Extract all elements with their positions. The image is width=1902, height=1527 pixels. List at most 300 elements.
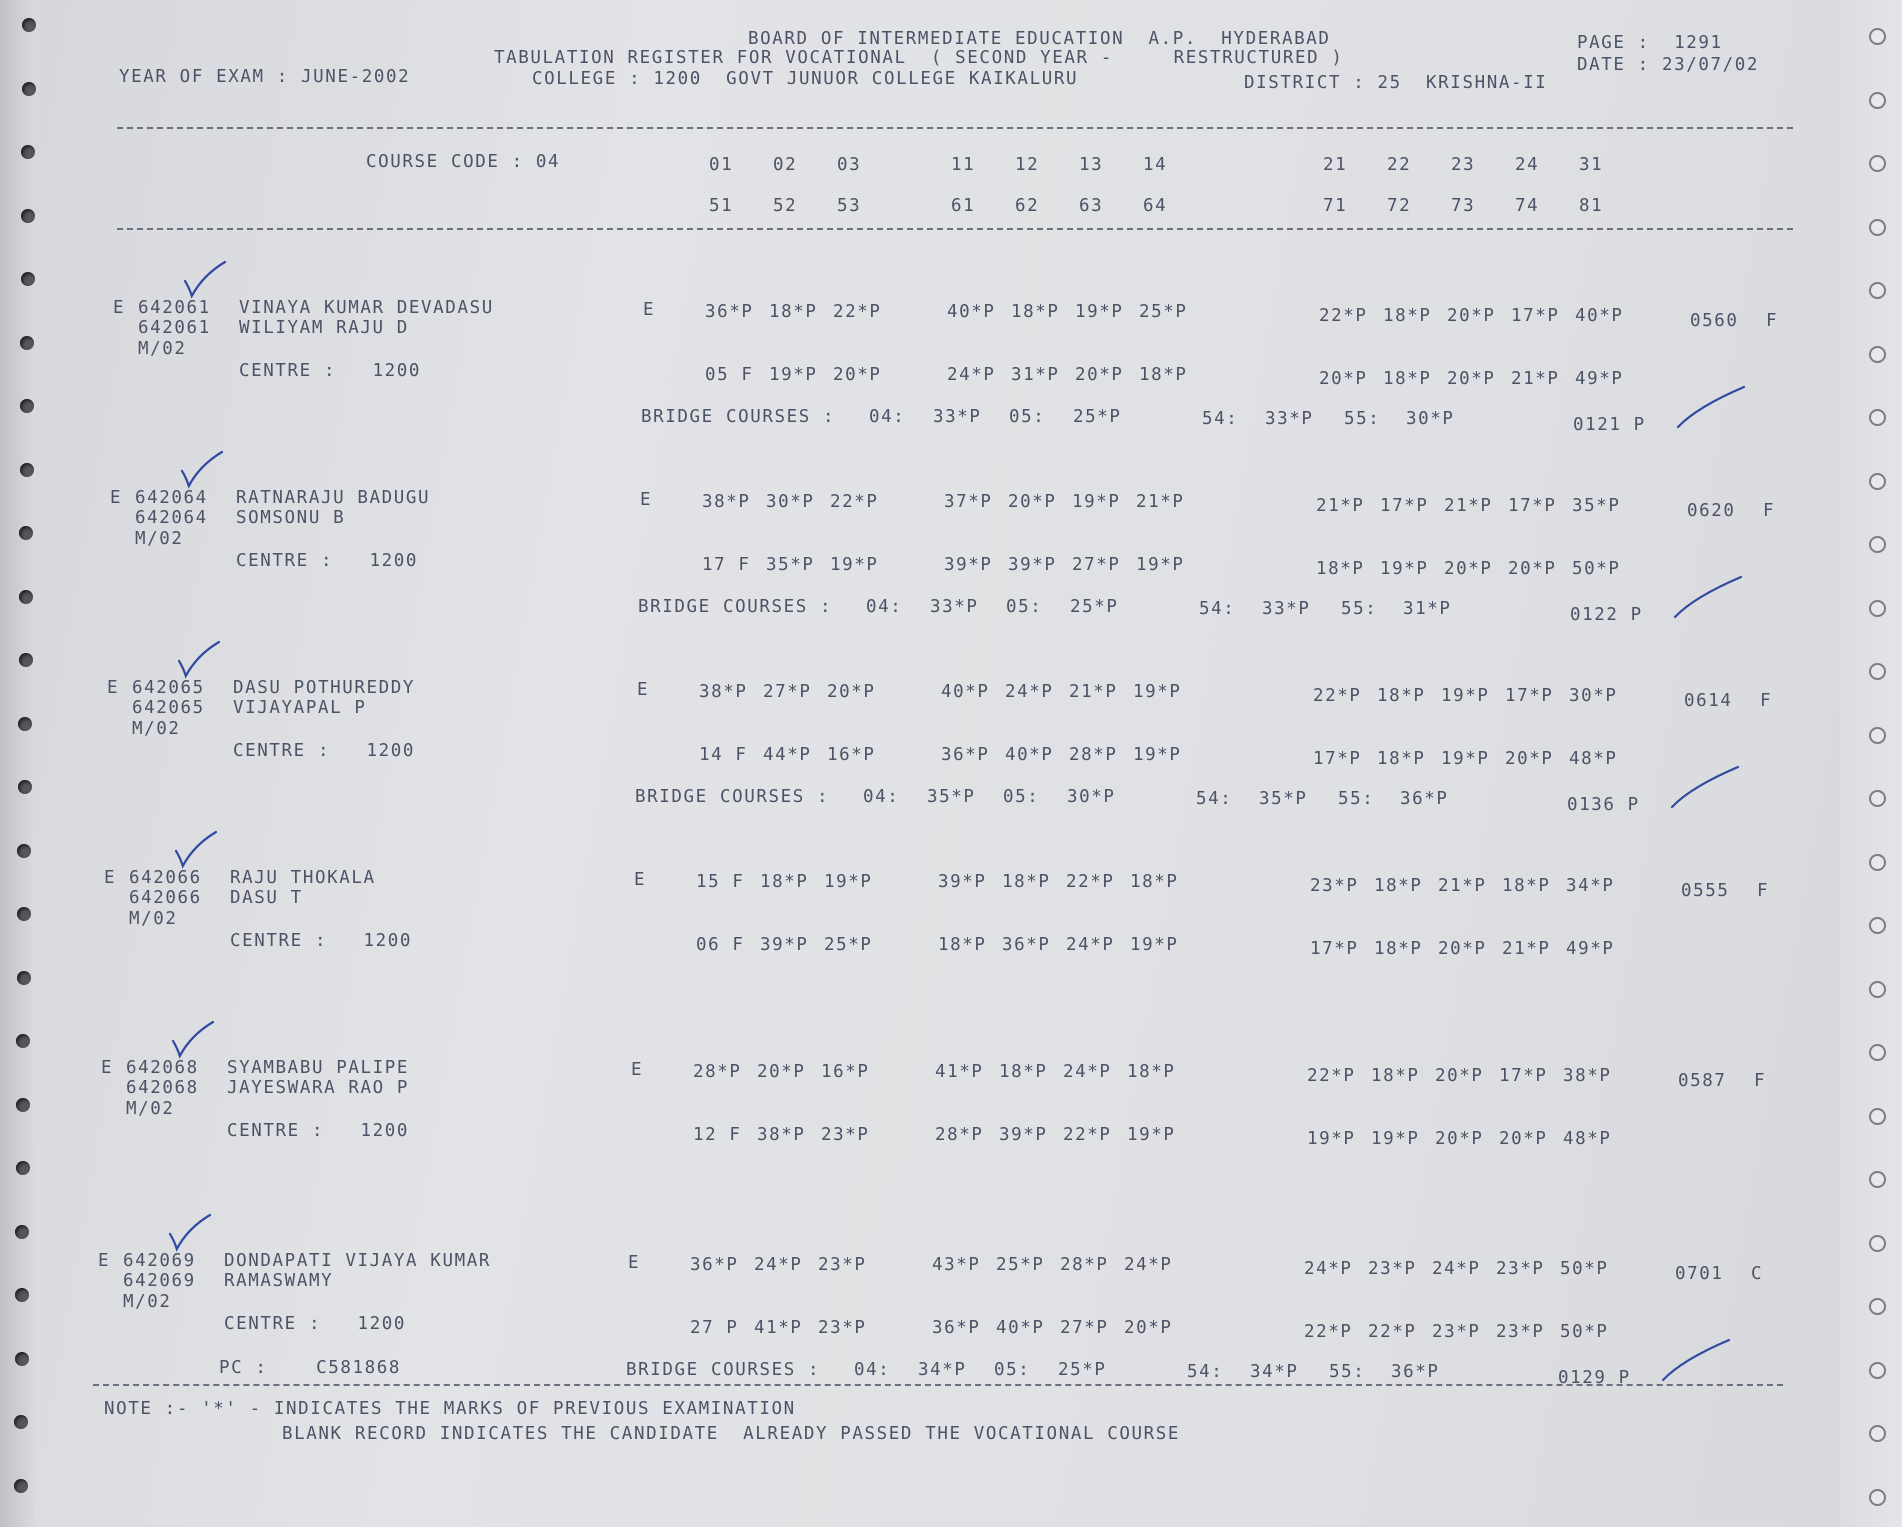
column-code: 63 [1079, 196, 1104, 216]
mark-cell: 14 F [699, 745, 748, 765]
footer-rule [93, 1384, 1783, 1386]
bridge-course-code: 05: [1006, 597, 1043, 617]
mark-cell: 40*P [996, 1318, 1045, 1338]
mark-cell: 38*P [702, 492, 751, 512]
mark-cell: 25*P [996, 1255, 1045, 1275]
mark-cell: 18*P [1502, 876, 1551, 896]
mark-cell: 23*P [818, 1255, 867, 1275]
mark-cell: 37*P [944, 492, 993, 512]
mark-cell: 41*P [935, 1062, 984, 1082]
parent-name: WILIYAM RAJU D [239, 318, 409, 338]
bridge-course-code: 55: [1338, 789, 1375, 809]
sprocket-hole [17, 844, 31, 858]
medium-code: E [631, 1060, 644, 1080]
mark-cell: 19*P [1371, 1129, 1420, 1149]
sprocket-hole [1869, 1235, 1886, 1252]
sprocket-hole [22, 82, 36, 96]
sprocket-hole [1869, 663, 1886, 680]
mark-cell: 19*P [830, 555, 879, 575]
column-code: 52 [773, 196, 798, 216]
sprocket-hole [17, 971, 31, 985]
sprocket-hole [1869, 1489, 1886, 1506]
column-code: 03 [837, 155, 862, 175]
sprocket-hole [1869, 28, 1886, 45]
result-code: F [1766, 311, 1779, 331]
mark-cell: 20*P [1435, 1129, 1484, 1149]
mark-cell: 22*P [1319, 306, 1368, 326]
mark-cell: 36*P [1002, 935, 1051, 955]
mark-cell: 19*P [1072, 492, 1121, 512]
bridge-total: 0129 P [1558, 1368, 1631, 1388]
mark-cell: 20*P [1008, 492, 1057, 512]
verification-check-mark [180, 450, 224, 488]
column-code: 13 [1079, 155, 1104, 175]
column-code: 02 [773, 155, 798, 175]
sprocket-hole [1869, 282, 1886, 299]
sprocket-hole [21, 272, 35, 286]
mark-cell: 18*P [1383, 369, 1432, 389]
column-code: 22 [1387, 155, 1412, 175]
exam-centre: CENTRE : 1200 [224, 1314, 407, 1334]
mark-cell: 23*P [1496, 1322, 1545, 1342]
mark-cell: 27*P [1072, 555, 1121, 575]
registration-number: 642061 [138, 318, 211, 338]
pc-number: PC : C581868 [219, 1358, 402, 1378]
sprocket-hole [20, 463, 34, 477]
mark-cell: 23*P [1368, 1259, 1417, 1279]
sprocket-hole [15, 1288, 29, 1302]
mark-cell: 19*P [1127, 1125, 1176, 1145]
mark-cell: 18*P [1127, 1062, 1176, 1082]
bridge-course-code: 54: [1202, 409, 1239, 429]
mark-cell: 27*P [763, 682, 812, 702]
mark-cell: 16*P [827, 745, 876, 765]
sprocket-hole [1869, 790, 1886, 807]
sprocket-hole [18, 717, 32, 731]
mark-cell: 19*P [1307, 1129, 1356, 1149]
result-code: F [1757, 881, 1770, 901]
grand-total: 0620 [1687, 501, 1736, 521]
registration-number: 642065 [132, 698, 205, 718]
mark-cell: 19*P [1441, 686, 1490, 706]
mark-cell: 12 F [693, 1125, 742, 1145]
registration-number: 642068 [126, 1078, 199, 1098]
sprocket-hole [17, 907, 31, 921]
mark-cell: 21*P [1136, 492, 1185, 512]
sprocket-hole [1869, 346, 1886, 363]
result-code: F [1754, 1071, 1767, 1091]
mark-cell: 36*P [705, 302, 754, 322]
exam-centre: CENTRE : 1200 [233, 741, 416, 761]
bridge-course-code: 04: [854, 1360, 891, 1380]
sprocket-hole [1869, 600, 1886, 617]
column-code: 61 [951, 196, 976, 216]
parent-name: JAYESWARA RAO P [227, 1078, 410, 1098]
verification-check-mark [177, 640, 221, 678]
mark-cell: 50*P [1572, 559, 1621, 579]
column-code: 21 [1323, 155, 1348, 175]
sprocket-hole [1869, 1044, 1886, 1061]
mark-cell: 23*P [1310, 876, 1359, 896]
mark-cell: 50*P [1560, 1322, 1609, 1342]
mark-cell: 20*P [1508, 559, 1557, 579]
mark-cell: 20*P [1505, 749, 1554, 769]
note-line-2: BLANK RECORD INDICATES THE CANDIDATE ALREADY PASSED THE VOCATIONAL COURSE [282, 1424, 1181, 1444]
mark-cell: 17*P [1313, 749, 1362, 769]
bridge-total: 0136 P [1567, 795, 1640, 815]
parent-name: DASU T [230, 888, 303, 908]
grand-total: 0555 [1681, 881, 1730, 901]
sprocket-hole [1869, 1108, 1886, 1125]
mark-cell: 18*P [1002, 872, 1051, 892]
mark-cell: 41*P [754, 1318, 803, 1338]
mark-cell: 23*P [1432, 1322, 1481, 1342]
hall-ticket-number: 642064 [135, 488, 208, 508]
bridge-mark: 34*P [918, 1360, 967, 1380]
mark-cell: 40*P [941, 682, 990, 702]
mark-cell: 22*P [1307, 1066, 1356, 1086]
bridge-mark: 33*P [1265, 409, 1314, 429]
sprocket-hole [16, 1161, 30, 1175]
mark-cell: 39*P [944, 555, 993, 575]
mark-cell: 05 F [705, 365, 754, 385]
parent-name: VIJAYAPAL P [233, 698, 367, 718]
header-rule [117, 127, 1793, 129]
mark-cell: 20*P [1444, 559, 1493, 579]
bridge-mark: 33*P [1262, 599, 1311, 619]
mark-cell: 28*P [1060, 1255, 1109, 1275]
sprocket-hole [1869, 473, 1886, 490]
mark-cell: 17*P [1499, 1066, 1548, 1086]
candidate-name: RATNARAJU BADUGU [236, 488, 431, 508]
bridge-mark: 25*P [1058, 1360, 1107, 1380]
mark-cell: 39*P [760, 935, 809, 955]
sprocket-hole [22, 18, 36, 32]
mark-cell: 20*P [1075, 365, 1124, 385]
year-of-exam: YEAR OF EXAM : JUNE-2002 [119, 67, 411, 87]
hall-ticket-number: 642069 [123, 1251, 196, 1271]
column-code: 31 [1579, 155, 1604, 175]
column-code: 73 [1451, 196, 1476, 216]
medium-code: E [628, 1253, 641, 1273]
grand-total: 0701 [1675, 1264, 1724, 1284]
sprocket-hole [1869, 155, 1886, 172]
medium-code: E [643, 300, 656, 320]
mark-cell: 35*P [766, 555, 815, 575]
candidate-name: VINAYA KUMAR DEVADASU [239, 298, 494, 318]
verification-check-mark [171, 1020, 215, 1058]
mark-cell: 20*P [757, 1062, 806, 1082]
mark-cell: 15 F [696, 872, 745, 892]
result-code: C [1751, 1264, 1764, 1284]
mark-cell: 06 F [696, 935, 745, 955]
mark-cell: 20*P [1438, 939, 1487, 959]
mark-cell: 18*P [1011, 302, 1060, 322]
mark-cell: 34*P [1566, 876, 1615, 896]
sprocket-hole [1869, 1362, 1886, 1379]
exam-session: M/02 [126, 1099, 175, 1119]
sprocket-hole [19, 653, 33, 667]
bridge-mark: 25*P [1070, 597, 1119, 617]
course-code: COURSE CODE : 04 [366, 152, 561, 172]
mark-cell: 20*P [833, 365, 882, 385]
mark-cell: 24*P [1066, 935, 1115, 955]
register-title: TABULATION REGISTER FOR VOCATIONAL ( SECOND YEAR - RESTRUCTURED ) [494, 48, 1344, 68]
mark-cell: 17*P [1310, 939, 1359, 959]
exam-session: M/02 [123, 1292, 172, 1312]
registration-number: 642066 [129, 888, 202, 908]
sprocket-hole [1869, 981, 1886, 998]
sprocket-hole [1869, 536, 1886, 553]
mark-cell: 22*P [1313, 686, 1362, 706]
page-number: PAGE : 1291 [1577, 33, 1723, 53]
mark-cell: 20*P [1447, 306, 1496, 326]
mark-cell: 21*P [1511, 369, 1560, 389]
mark-cell: 49*P [1575, 369, 1624, 389]
mark-cell: 36*P [941, 745, 990, 765]
verification-check-mark [168, 1213, 212, 1251]
mark-cell: 19*P [1380, 559, 1429, 579]
column-code: 81 [1579, 196, 1604, 216]
mark-cell: 24*P [1063, 1062, 1112, 1082]
mark-cell: 20*P [1499, 1129, 1548, 1149]
record-prefix: E [98, 1251, 111, 1271]
bridge-course-code: 55: [1329, 1362, 1366, 1382]
sprocket-hole [1869, 92, 1886, 109]
sprocket-hole [16, 1098, 30, 1112]
mark-cell: 22*P [830, 492, 879, 512]
verification-check-mark [174, 830, 218, 868]
mark-cell: 17*P [1380, 496, 1429, 516]
mark-cell: 35*P [1572, 496, 1621, 516]
mark-cell: 49*P [1566, 939, 1615, 959]
sprocket-hole [1869, 727, 1886, 744]
medium-code: E [637, 680, 650, 700]
exam-session: M/02 [138, 339, 187, 359]
mark-cell: 31*P [1011, 365, 1060, 385]
parent-name: SOMSONU B [236, 508, 346, 528]
column-code: 51 [709, 196, 734, 216]
registration-number: 642064 [135, 508, 208, 528]
bridge-mark: 35*P [1259, 789, 1308, 809]
sprocket-hole [1869, 1298, 1886, 1315]
exam-centre: CENTRE : 1200 [239, 361, 422, 381]
mark-cell: 16*P [821, 1062, 870, 1082]
result-code: F [1760, 691, 1773, 711]
mark-cell: 24*P [1304, 1259, 1353, 1279]
candidate-name: DASU POTHUREDDY [233, 678, 416, 698]
mark-cell: 28*P [935, 1125, 984, 1145]
mark-cell: 25*P [1139, 302, 1188, 322]
mark-cell: 19*P [1441, 749, 1490, 769]
mark-cell: 18*P [1383, 306, 1432, 326]
board-title: BOARD OF INTERMEDIATE EDUCATION A.P. HYDERABAD [748, 29, 1331, 49]
mark-cell: 18*P [938, 935, 987, 955]
mark-cell: 17*P [1511, 306, 1560, 326]
mark-cell: 44*P [763, 745, 812, 765]
hall-ticket-number: 642061 [138, 298, 211, 318]
sprocket-hole [1869, 219, 1886, 236]
exam-session: M/02 [132, 719, 181, 739]
medium-code: E [634, 870, 647, 890]
mark-cell: 19*P [1133, 682, 1182, 702]
mark-cell: 40*P [947, 302, 996, 322]
bridge-mark: 30*P [1406, 409, 1455, 429]
hall-ticket-number: 642068 [126, 1058, 199, 1078]
mark-cell: 23*P [818, 1318, 867, 1338]
column-code: 24 [1515, 155, 1540, 175]
registration-number: 642069 [123, 1271, 196, 1291]
mark-cell: 17*P [1505, 686, 1554, 706]
bridge-course-code: 55: [1344, 409, 1381, 429]
sprocket-hole [20, 399, 34, 413]
mark-cell: 21*P [1069, 682, 1118, 702]
mark-cell: 19*P [1136, 555, 1185, 575]
record-prefix: E [104, 868, 117, 888]
mark-cell: 39*P [938, 872, 987, 892]
column-code: 53 [837, 196, 862, 216]
mark-cell: 18*P [1316, 559, 1365, 579]
mark-cell: 21*P [1438, 876, 1487, 896]
column-code: 64 [1143, 196, 1168, 216]
mark-cell: 27 P [690, 1318, 739, 1338]
column-code: 14 [1143, 155, 1168, 175]
mark-cell: 24*P [1124, 1255, 1173, 1275]
mark-cell: 39*P [999, 1125, 1048, 1145]
exam-centre: CENTRE : 1200 [230, 931, 413, 951]
bridge-course-code: 55: [1341, 599, 1378, 619]
mark-cell: 20*P [1435, 1066, 1484, 1086]
grand-total: 0587 [1678, 1071, 1727, 1091]
mark-cell: 17*P [1508, 496, 1557, 516]
mark-cell: 18*P [999, 1062, 1048, 1082]
mark-cell: 36*P [690, 1255, 739, 1275]
bridge-course-code: 04: [866, 597, 903, 617]
bridge-courses-label: BRIDGE COURSES : [638, 597, 833, 617]
mark-cell: 18*P [1374, 939, 1423, 959]
mark-cell: 18*P [1130, 872, 1179, 892]
bridge-mark: 35*P [927, 787, 976, 807]
mark-cell: 19*P [1075, 302, 1124, 322]
mark-cell: 21*P [1316, 496, 1365, 516]
mark-cell: 28*P [693, 1062, 742, 1082]
mark-cell: 40*P [1005, 745, 1054, 765]
bridge-course-code: 54: [1199, 599, 1236, 619]
bridge-mark: 36*P [1391, 1362, 1440, 1382]
sprocket-hole [1869, 1171, 1886, 1188]
mark-cell: 38*P [1563, 1066, 1612, 1086]
column-code: 23 [1451, 155, 1476, 175]
column-code: 62 [1015, 196, 1040, 216]
exam-centre: CENTRE : 1200 [236, 551, 419, 571]
mark-cell: 22*P [1304, 1322, 1353, 1342]
mark-cell: 20*P [1319, 369, 1368, 389]
sprocket-hole [1869, 854, 1886, 871]
mark-cell: 48*P [1569, 749, 1618, 769]
bridge-mark: 31*P [1403, 599, 1452, 619]
candidate-name: RAJU THOKALA [230, 868, 376, 888]
mark-cell: 18*P [1377, 686, 1426, 706]
bridge-mark: 33*P [930, 597, 979, 617]
mark-cell: 30*P [766, 492, 815, 512]
print-date: DATE : 23/07/02 [1577, 55, 1760, 75]
column-rule [117, 228, 1793, 230]
mark-cell: 19*P [1130, 935, 1179, 955]
mark-cell: 18*P [760, 872, 809, 892]
bridge-mark: 33*P [933, 407, 982, 427]
medium-code: E [640, 490, 653, 510]
sprocket-hole [15, 1352, 29, 1366]
sprocket-hole [1869, 917, 1886, 934]
district-line: DISTRICT : 25 KRISHNA-II [1244, 73, 1548, 93]
verification-tick-mark [1661, 1338, 1731, 1382]
grand-total: 0560 [1690, 311, 1739, 331]
mark-cell: 22*P [1063, 1125, 1112, 1145]
bridge-course-code: 54: [1187, 1362, 1224, 1382]
bridge-course-code: 05: [1009, 407, 1046, 427]
sprocket-hole [1869, 409, 1886, 426]
candidate-name: DONDAPATI VIJAYA KUMAR [224, 1251, 491, 1271]
bridge-course-code: 05: [1003, 787, 1040, 807]
mark-cell: 18*P [1377, 749, 1426, 769]
mark-cell: 18*P [1371, 1066, 1420, 1086]
sprocket-hole [21, 209, 35, 223]
bridge-course-code: 04: [869, 407, 906, 427]
exam-session: M/02 [135, 529, 184, 549]
bridge-courses-label: BRIDGE COURSES : [626, 1360, 821, 1380]
record-prefix: E [110, 488, 123, 508]
column-code: 01 [709, 155, 734, 175]
mark-cell: 40*P [1575, 306, 1624, 326]
verification-check-mark [183, 260, 227, 298]
mark-cell: 28*P [1069, 745, 1118, 765]
mark-cell: 38*P [757, 1125, 806, 1145]
mark-cell: 24*P [1432, 1259, 1481, 1279]
sprocket-hole [15, 1225, 29, 1239]
record-prefix: E [113, 298, 126, 318]
bridge-mark: 34*P [1250, 1362, 1299, 1382]
sprocket-hole [1869, 1425, 1886, 1442]
hall-ticket-number: 642066 [129, 868, 202, 888]
column-code: 12 [1015, 155, 1040, 175]
mark-cell: 21*P [1444, 496, 1493, 516]
result-code: F [1763, 501, 1776, 521]
bridge-total: 0122 P [1570, 605, 1643, 625]
candidate-name: SYAMBABU PALIPE [227, 1058, 410, 1078]
bridge-course-code: 54: [1196, 789, 1233, 809]
mark-cell: 22*P [1368, 1322, 1417, 1342]
mark-cell: 39*P [1008, 555, 1057, 575]
mark-cell: 21*P [1502, 939, 1551, 959]
mark-cell: 22*P [1066, 872, 1115, 892]
column-code: 74 [1515, 196, 1540, 216]
mark-cell: 19*P [769, 365, 818, 385]
exam-session: M/02 [129, 909, 178, 929]
hall-ticket-number: 642065 [132, 678, 205, 698]
mark-cell: 24*P [947, 365, 996, 385]
mark-cell: 38*P [699, 682, 748, 702]
grand-total: 0614 [1684, 691, 1733, 711]
mark-cell: 27*P [1060, 1318, 1109, 1338]
mark-cell: 23*P [1496, 1259, 1545, 1279]
sprocket-hole [18, 780, 32, 794]
mark-cell: 18*P [1374, 876, 1423, 896]
column-code: 11 [951, 155, 976, 175]
bridge-mark: 30*P [1067, 787, 1116, 807]
mark-cell: 43*P [932, 1255, 981, 1275]
mark-cell: 24*P [1005, 682, 1054, 702]
mark-cell: 24*P [754, 1255, 803, 1275]
